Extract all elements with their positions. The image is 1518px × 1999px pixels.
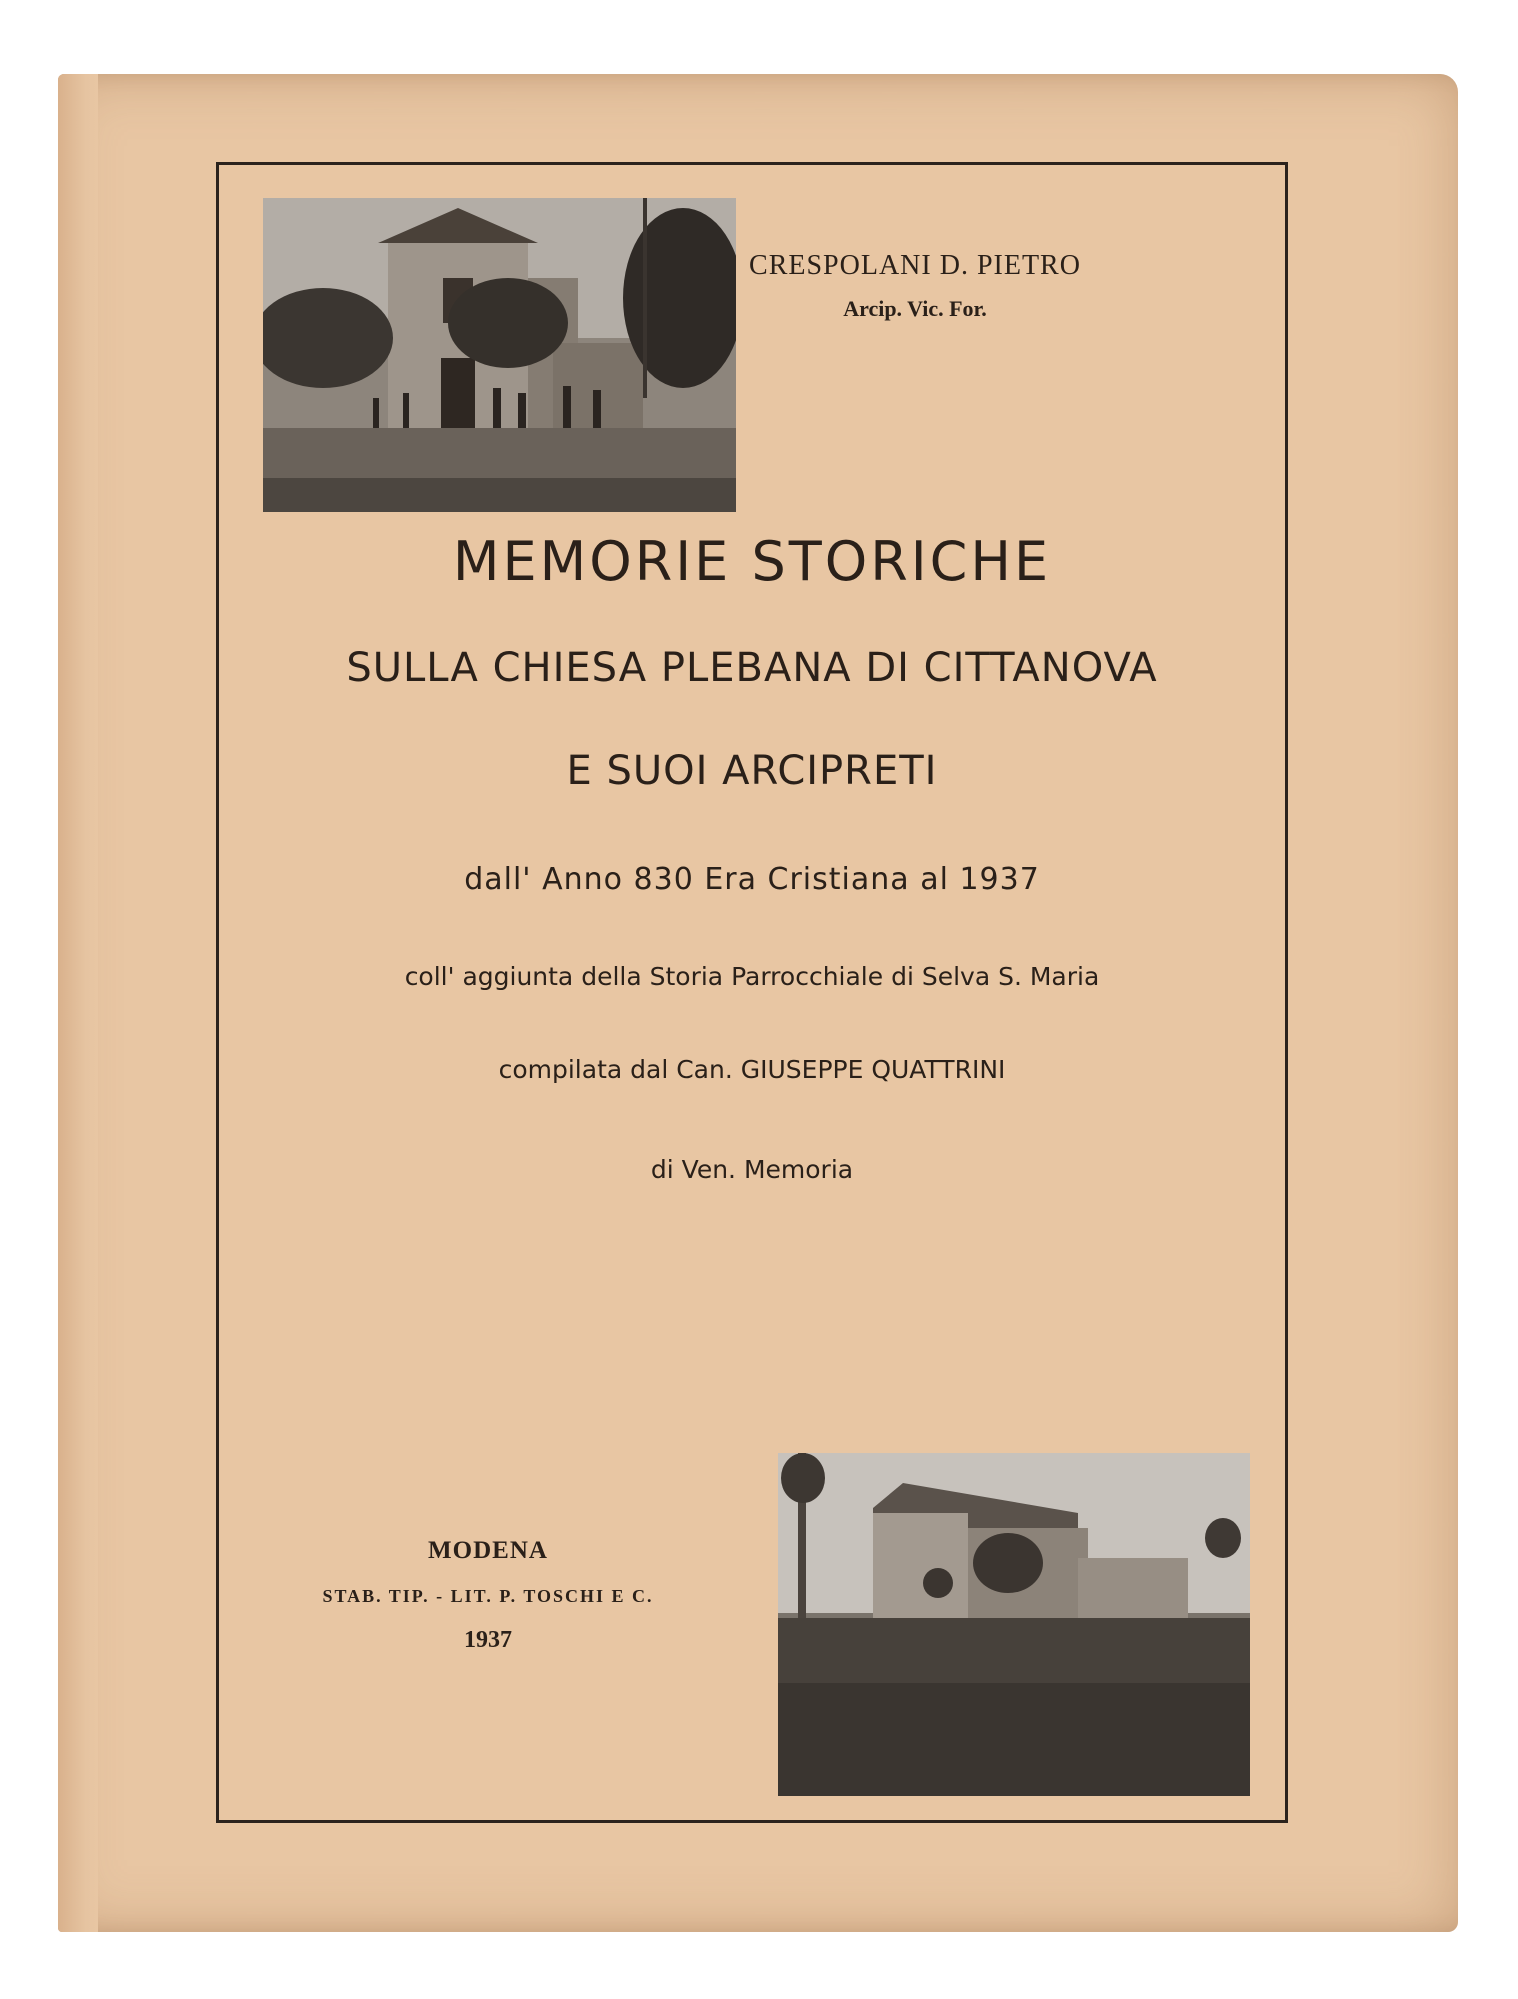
title-subtitle-1: SULLA CHIESA PLEBANA DI CITTANOVA: [346, 645, 1158, 691]
church-photo-bottom: [778, 1453, 1250, 1796]
author-role: Arcip. Vic. For.: [843, 296, 987, 321]
memorial-line: di Ven. Memoria: [650, 1155, 854, 1184]
church-photo-top: [263, 198, 736, 512]
author-block: [700, 250, 1130, 322]
title-main: MEMORIE STORICHE: [452, 530, 1052, 593]
imprint-printer: STAB. TIP. - LIT. P. TOSCHI E C.: [322, 1586, 654, 1606]
compiler-line: compilata dal Can. GIUSEPPE QUATTRINI: [498, 1055, 1006, 1084]
addition-line: coll' aggiunta della Storia Parrocchiale di Selva S. Maria: [404, 962, 1100, 991]
imprint-year: 1937: [464, 1627, 512, 1653]
book-spine: [58, 74, 98, 1932]
imprint-city: MODENA: [428, 1537, 548, 1564]
author-name: CRESPOLANI D. PIETRO: [749, 250, 1081, 281]
title-subtitle-2: E SUOI ARCIPRETI: [566, 748, 938, 794]
book-cover: [58, 74, 1458, 1932]
period-line: dall' Anno 830 Era Cristiana al 1937: [464, 862, 1040, 897]
